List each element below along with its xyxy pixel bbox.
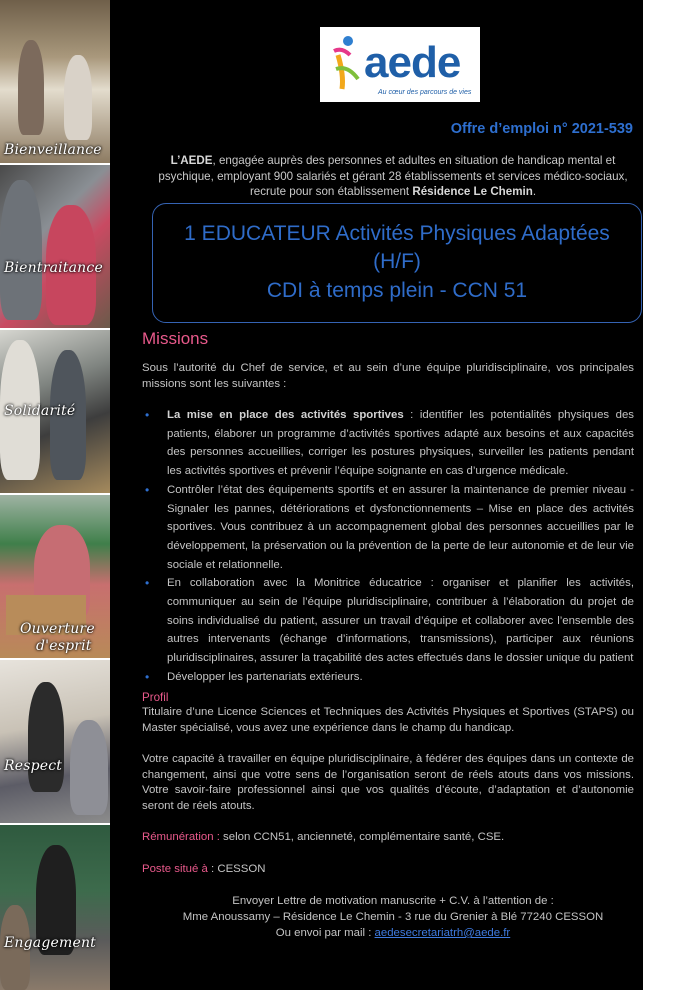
- photo-ouverture-esprit: [0, 495, 110, 660]
- list-item: [142, 406, 634, 481]
- profil-capacite: Votre capacité à travailler en équipe pluridisciplinaire, à fédérer des équipes dans un contexte de changement, ainsi que votre sens de l’organisation seront de réels atouts dans vos missions. Votre savoir-faire professionnel ainsi que vos qualités d’écoute, d’adaptation et d’autonomie seront de réels atouts.: [142, 753, 634, 812]
- photo-bientraitance: [0, 165, 110, 330]
- photo-solidarite: [0, 330, 110, 495]
- mission-text: En collaboration avec la Monitrice éducatrice : organiser et planifier les activités, communiquer au sein de l’équipe pluridisciplinaire, contribuer à l’élaboration du projet de soins individualisé du patient, assurer un travail d’équipe et collaborer avec l’ensemble des autres intervenants (échange d’informations, transmissions), participer aux réunions pluridisciplinaires, assurer la traçabilité des actes effectués dans le dossier unique du patient: [167, 577, 634, 665]
- mission-text: : identifier les potentialités physiques des patients, élaborer un programme d’activités sportives adapté aux besoins et aux capacités des personnes accueillies, corriger les postures physiques, surveiller les patients pendant les activités sportives et prévenir l’équipe soignante en cas d’urgence médicale.: [167, 409, 634, 478]
- label-bienveillance: Bienveillance: [4, 142, 102, 158]
- job-title: 1 EDUCATEUR Activités Physiques Adaptées: [184, 222, 610, 245]
- missions-list: [142, 406, 634, 687]
- list-item: [142, 668, 634, 687]
- person-figure: [64, 55, 92, 140]
- send-line-3: [148, 925, 638, 941]
- person-figure: [18, 40, 44, 135]
- list-item: [142, 481, 634, 575]
- remuneration: [142, 830, 634, 846]
- logo-figure-icon: [332, 35, 362, 93]
- poste-label: Poste situé à: [142, 863, 208, 875]
- application-instructions: [148, 893, 638, 941]
- profil-heading: Profil: [142, 691, 169, 704]
- poste-location: [142, 862, 634, 878]
- photo-strip: [0, 0, 110, 990]
- org-name: L’AEDE: [170, 154, 213, 167]
- job-gender: (H/F): [373, 250, 421, 273]
- photo-bienveillance: [0, 0, 110, 165]
- logo-tagline: Au cœur des parcours de vies: [378, 89, 472, 96]
- mission-bold: La mise en place des activités sportives: [167, 409, 404, 421]
- profil-text: Titulaire d’une Licence Sciences et Techniques des Activités Physiques et Sportives (STAPS) ou Master spécialisé, vous avez une expérience dans le champ du handicap.: [142, 706, 634, 734]
- label-solidarite: Solidarité: [4, 403, 76, 419]
- person-figure: [0, 180, 42, 320]
- missions-intro: Sous l’autorité du Chef de service, et au sein d’une équipe pluridisciplinaire, vos principales missions sont les suivantes :: [142, 362, 634, 390]
- person-figure: [28, 682, 64, 792]
- label-ouverture: Ouverture: [20, 621, 95, 637]
- intro-text-2: .: [532, 185, 537, 198]
- contract-type: CDI à temps plein - CCN 51: [266, 279, 528, 302]
- photo-engagement: [0, 825, 110, 990]
- list-item: [142, 574, 634, 668]
- mission-text: Développer les partenariats extérieurs.: [167, 670, 363, 683]
- send-email-prefix: Ou envoi par mail :: [275, 927, 375, 939]
- intro-text-1: , engagée auprès des personnes et adultes en situation de handicap mental et psychique, employant 900 salariés et gérant 28 établissements et services médico-sociaux, recrute pour son établissement: [158, 154, 628, 198]
- label-esprit: d'esprit: [36, 638, 92, 654]
- label-bientraitance: Bientraitance: [4, 260, 103, 276]
- missions-heading: Missions: [142, 329, 209, 348]
- mission-text: Contrôler l’état des équipements sportifs et en assurer la maintenance de premier niveau - Signaler les pannes, détériorations et dysfonctionnements – Mise en place des activités sportives. Vous contribuez à un accompagnement global des personnes accueillies par le développement, la préservation ou la prévention de la perte de leur autonomie et de leur vie sociale et relationnelle.: [167, 483, 634, 571]
- establishment-name: Résidence Le Chemin: [412, 185, 533, 198]
- remuneration-value: selon CCN51, ancienneté, complémentaire santé, CSE.: [219, 831, 505, 843]
- offer-content: [110, 0, 643, 990]
- intro-paragraph: [148, 153, 638, 200]
- offer-number: Offre d’emploi n° 2021-539: [450, 121, 633, 137]
- poste-value: : CESSON: [207, 863, 266, 875]
- person-figure: [70, 720, 108, 815]
- photo-respect: [0, 660, 110, 825]
- logo-word: aede: [364, 38, 461, 87]
- job-title-box: [152, 203, 642, 323]
- label-respect: Respect: [4, 758, 63, 774]
- email-link[interactable]: aedesecretariatrh@aede.fr: [374, 927, 511, 939]
- send-line-2: Mme Anoussamy – Résidence Le Chemin - 3 rue du Grenier à Blé 77240 CESSON: [182, 911, 604, 923]
- remuneration-label: Rémunération :: [142, 831, 220, 843]
- aede-logo: [320, 27, 480, 102]
- send-line-1: Envoyer Lettre de motivation manuscrite + C.V. à l’attention de :: [232, 895, 554, 907]
- label-engagement: Engagement: [4, 935, 96, 951]
